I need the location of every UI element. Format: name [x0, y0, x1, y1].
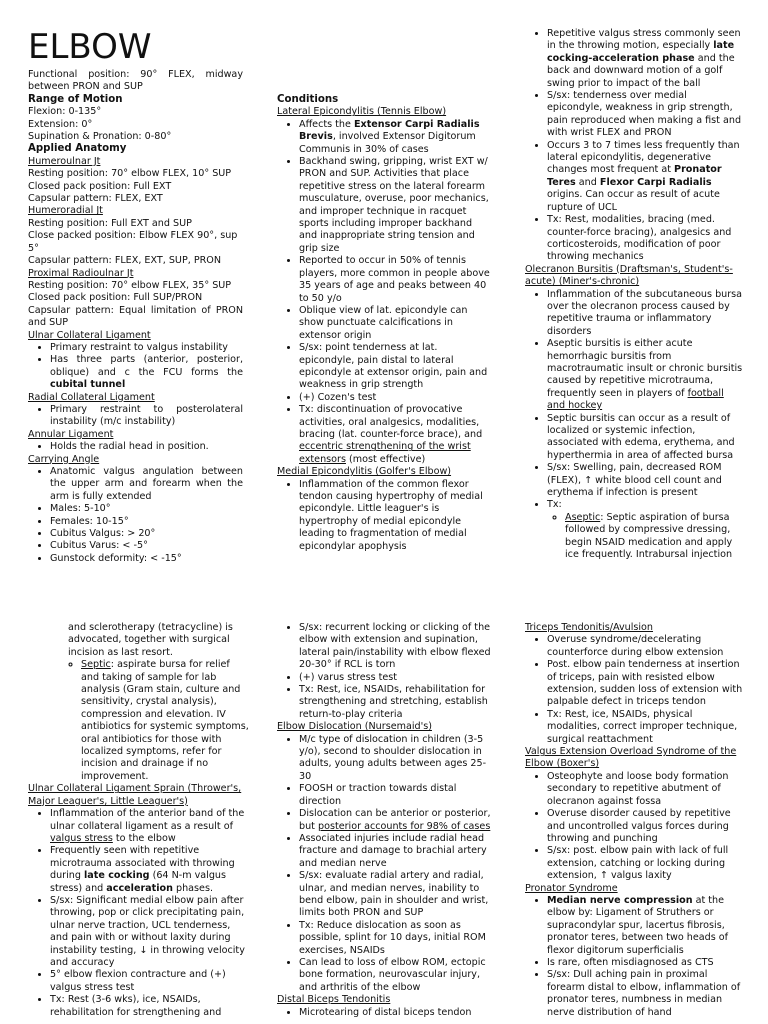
fcr-term: Flexor Carpi Radialis: [599, 176, 712, 188]
list-item-text: Inflammation of the anterior band of the ulnar collateral ligament as a result of: [50, 808, 245, 832]
ucl-sprain-list: [28, 808, 250, 1019]
col-top-left: [28, 28, 243, 565]
valgus-overload-list: [525, 771, 745, 883]
list-item: • Overuse syndrome/decelerating counterforce during elbow extension: [547, 634, 745, 659]
list-item: [299, 119, 491, 156]
cubital-tunnel-term: cubital tunnel: [50, 379, 126, 391]
list-item: • S/sx: post. elbow pain with lack of full extension, catching or locking during extension, ↑ valgus laxity: [547, 845, 745, 882]
elbow-dislocation-list: [277, 734, 495, 995]
list-item: • S/sx: recurrent locking or clicking of the elbow with extension and supination, lateral pain/instability with elbow flexed 20-30° if RCL is torn: [299, 622, 495, 672]
list-item: • Backhand swing, gripping, wrist EXT w/ PRON and SUP. Activities that place repetitive stress on the lateral forearm musculature, overuse, poor mechanics, and improper technique in racquet sports including improper backhand and inappropriate string tension and grip size: [299, 156, 491, 255]
anatomy-line: Resting position: Full EXT and SUP: [28, 217, 192, 229]
list-item: • Inflammation of the subcutaneous bursa over the olecranon process caused by repetitive trauma or inflammatory disorders: [547, 289, 743, 339]
list-item-text: (64 N-m valgus stress) and: [50, 870, 227, 894]
list-item-text: (most effective): [345, 453, 426, 465]
distal-biceps-title: Distal Biceps Tendonitis: [277, 994, 391, 1006]
median-nerve-term: Median nerve compression: [547, 894, 693, 906]
medial-epicondylitis-title: Medial Epicondylitis (Golfer's Elbow): [277, 466, 452, 478]
page-title: ELBOW: [28, 27, 152, 67]
list-item: • Tx: Reduce dislocation as soon as possible, splint for 10 days, initial ROM exercises, NSAIDs: [299, 920, 495, 957]
list-item-text: to the elbow: [112, 832, 176, 844]
list-item: • (+) Cozen's test: [299, 392, 491, 404]
rcl-list: [28, 404, 243, 429]
lateral-epicondylitis-list: [277, 119, 491, 466]
list-item: • Tx: Rest, modalities, bracing (med. counter-force bracing), analgesics and corticosteroids, modification of poor throwing mechanics: [547, 214, 743, 264]
list-item: • 5° elbow flexion contracture and (+) valgus stress test: [50, 969, 250, 994]
anatomy-heading: Applied Anatomy: [28, 143, 127, 155]
col-bottom-middle: [277, 622, 495, 1019]
anatomy-line: Closed pack position: Full SUP/PRON: [28, 292, 203, 304]
list-item: • S/sx: tenderness over medial epicondyle, weakness in grip strength, pain reproduced when making a fist and with wrist FLEX and PRON: [547, 90, 743, 140]
list-item: • Gunstock deformity: < -15°: [50, 553, 243, 565]
list-item-text: origins. Can occur as result of acute rupture of UCL: [547, 189, 720, 213]
list-item: • Cubitus Valgus: > 20°: [50, 528, 243, 540]
col-bottom-right: [525, 622, 745, 1019]
aseptic-continuation: and sclerotherapy (tetracycline) is advocated, together with surgical incision as last resort.: [68, 622, 233, 658]
list-item: • S/sx: Significant medial elbow pain after throwing, pop or click precipitating pain, ulnar nerve traction, UCL tenderness, and pain with or without laxity during instability testing, ↓ in throwing velocity and accuracy: [50, 895, 250, 969]
septic-sublist: [28, 659, 250, 783]
rom-line: Flexion: 0-135°: [28, 106, 102, 118]
triceps-title: Triceps Tendonitis/Avulsion: [525, 622, 653, 633]
list-item: [50, 845, 250, 895]
list-item: • Can lead to loss of elbow ROM, ectopic bone formation, neurovascular injury, and arthritis of the elbow: [299, 957, 495, 994]
pronator-syndrome-list: [525, 895, 745, 1019]
list-item: • M/c type of dislocation in children (3-5 y/o), second to shoulder dislocation in adults, young adults between ages 25-30: [299, 734, 495, 784]
list-item: • Post. elbow pain tenderness at insertion of triceps, pain with resisted elbow extension, sudden loss of extension with palpable defect in triceps tendon: [547, 659, 745, 709]
list-item: • Tx: Rest, ice, NSAIDs, physical modalities, correct improper technique, surgical reattachment: [547, 709, 745, 746]
humeroradial-title: Humeroradial Jt: [28, 205, 103, 217]
col-top-right: [525, 28, 743, 561]
list-item: • Holds the radial head in position.: [50, 441, 243, 453]
olecranon-bursitis-title: Olecranon Bursitis (Draftsman's, Student's-acute) (Miner's-chronic): [525, 263, 733, 288]
list-item: • S/sx: Dull aching pain in proximal forearm distal to elbow, inflammation of pronator teres, numbness in median nerve distribution of hand: [547, 969, 745, 1019]
list-item: [547, 140, 743, 214]
list-item-text: Dislocation can be anterior or posterior, but: [299, 808, 491, 832]
list-item: • Is rare, often misdiagnosed as CTS: [547, 957, 745, 969]
list-item: • Microtearing of distal biceps tendon: [299, 1007, 495, 1019]
ecrb-term: Extensor Carpi Radialis Brevis: [299, 118, 480, 143]
rom-line: Extension: 0°: [28, 118, 93, 130]
annular-list: [28, 441, 243, 453]
list-item: [547, 499, 743, 561]
medial-epicondylitis-list-cont: [525, 28, 743, 264]
list-item-text: : aspirate bursa for relief and taking of sample for lab analysis (Gram stain, culture and sensitivity, crystal analysis), compression and elevation. IV antibiotics for systemic symptoms, oral antibiotics for those with localized symptoms, refer for incision and drainage if no improvement.: [81, 659, 249, 782]
list-item: • Primary restraint to valgus instability: [50, 342, 243, 354]
late-cocking-term: late cocking-acceleration phase: [547, 40, 735, 64]
list-item: [299, 404, 491, 466]
elbow-dislocation-title: Elbow Dislocation (Nursemaid's): [277, 721, 432, 733]
triceps-list: [525, 634, 745, 746]
late-cocking-term: late cocking: [84, 870, 150, 882]
carrying-angle-title: Carrying Angle: [28, 453, 100, 465]
pronator-syndrome-title: Pronator Syndrome: [525, 882, 618, 894]
list-item-text: at the elbow by: Ligament of Struthers or supracondylar spur, lacertus fibrosis, pronator teres, between two heads of flexor digitorum superficialis: [547, 894, 728, 956]
list-item: • Osteophyte and loose body formation secondary to repetitive abutment of olecranon against fossa: [547, 771, 745, 808]
rcl-title: Radial Collateral Ligament: [28, 391, 155, 403]
list-item: [50, 808, 250, 845]
list-item: • (+) varus stress test: [299, 672, 495, 684]
list-item: • Tx: Rest, ice, NSAIDs, rehabilitation for strengthening and stretching, establish return-to-play criteria: [299, 684, 495, 721]
list-item: [547, 338, 743, 412]
list-item: • Cubitus Varus: < -5°: [50, 540, 243, 552]
list-item: • Overuse disorder caused by repetitive and uncontrolled valgus forces during throwing and punching: [547, 808, 745, 845]
anatomy-line: Capsular pattern: FLEX, EXT, SUP, PRON: [28, 255, 222, 267]
list-item: • Oblique view of lat. epicondyle can show punctuate calcifications in extensor origin: [299, 305, 491, 342]
list-item: • FOOSH or traction towards distal direction: [299, 783, 495, 808]
list-item: • Reported to occur in 50% of tennis players, more common in people above 35 years of age and peaks between 40 to 50 y/o: [299, 255, 491, 305]
anatomy-line: Resting position: 70° elbow FLEX, 10° SUP: [28, 168, 232, 180]
football-hockey-term: football and hockey: [547, 387, 724, 412]
list-item-text: Repetitive valgus stress commonly seen in the throwing motion, especially: [547, 28, 741, 52]
humeroulnar-title: Humeroulnar Jt: [28, 155, 101, 167]
carrying-angle-list: [28, 466, 243, 565]
list-item: • Tx: Rest (3-6 wks), ice, NSAIDs, rehabilitation for strengthening and: [50, 994, 250, 1019]
lateral-epicondylitis-title: Lateral Epicondylitis (Tennis Elbow): [277, 106, 447, 118]
list-item: [547, 28, 743, 90]
ucl-title: Ulnar Collateral Ligament: [28, 329, 151, 341]
list-item-text: Affects the: [299, 118, 354, 130]
list-item-text: Aseptic bursitis is either acute hemorrhagic bursitis from macrotraumatic insult or chronic bursitis caused by repetitive microtrauma, frequently seen in players of: [547, 338, 743, 399]
list-item-text: Tx: discontinuation of provocative activities, oral analgesics, modalities, bracing (lat. counter-force brace), and: [299, 404, 483, 440]
anatomy-line: Capsular pattern: Equal limitation of PRON and SUP: [28, 304, 243, 329]
medial-epicondylitis-list: [277, 479, 491, 553]
list-item: [50, 354, 243, 391]
radioulnar-title: Proximal Radioulnar Jt: [28, 267, 134, 279]
list-item-text: Tx:: [547, 499, 562, 511]
list-item-text: : Septic aspiration of bursa followed by compressive dressing, begin NSAID medication and apply ice frequently. Intrabursal injection: [565, 511, 733, 561]
valgus-overload-title: Valgus Extension Overload Syndrome of the Elbow (Boxer's): [525, 746, 737, 770]
conditions-heading: Conditions: [277, 94, 339, 105]
sub-list-item: [81, 659, 250, 783]
list-item: • S/sx: evaluate radial artery and radial, ulnar, and median nerves, inability to bend elbow, pain in shoulder and wrist, limits both PRON and SUP: [299, 870, 495, 920]
list-item: • Septic bursitis can occur as a result of localized or systemic infection, associated with edema, erythema, and hyperthermia in area of affected bursa: [547, 413, 743, 463]
distal-biceps-list: [277, 1007, 495, 1019]
list-item-text: phases.: [172, 882, 214, 894]
list-item-text: Occurs 3 to 7 times less frequently than lateral epicondylitis, degenerative changes most frequent at: [547, 139, 740, 176]
list-item: • Anatomic valgus angulation between the upper arm and forearm when the arm is fully extended: [50, 466, 243, 503]
valgus-stress-term: valgus stress: [50, 832, 113, 844]
annular-title: Annular Ligament: [28, 428, 114, 440]
anatomy-line: Closed pack position: Full EXT: [28, 180, 172, 192]
list-item: • Males: 5-10°: [50, 503, 243, 515]
functional-position: Functional position: 90° FLEX, midway between PRON and SUP: [28, 69, 243, 93]
col-top-middle: [277, 94, 491, 553]
list-item: • S/sx: point tenderness at lat. epicondyle, pain distal to lateral epicondyle at extensor origin, pain and weakness in grip strength: [299, 342, 491, 392]
list-item: • Inflammation of the common flexor tendon causing hypertrophy of medial epicondyle. Little leaguer's is hypertrophy of medial epicondyle leading to fragmentation of medial epicondylar apophysis: [299, 479, 491, 553]
aseptic-label: Aseptic: [565, 511, 601, 523]
eccentric-strengthening-term: eccentric strengthening of the wrist extensors: [299, 441, 471, 465]
anatomy-line: Capsular pattern: FLEX, EXT: [28, 193, 163, 205]
list-item: • S/sx: Swelling, pain, decreased ROM (FLEX), ↑ white blood cell count and erythema if infection is present: [547, 462, 743, 499]
olecranon-tx-sublist: [547, 512, 743, 562]
septic-label: Septic: [81, 659, 111, 671]
sub-list-item: [565, 512, 743, 562]
list-item: • Primary restraint to posterolateral instability (m/c instability): [50, 404, 243, 429]
rom-line: Supination & Pronation: 0-80°: [28, 131, 172, 143]
list-item-text: , involved Extensor Digitorum Communis in 30% of cases: [299, 131, 476, 155]
list-item-text: Has three parts (anterior, posterior, oblique) and c the FCU forms the: [50, 354, 243, 378]
ucl-list: [28, 342, 243, 392]
ucl-sprain-list-cont: [277, 622, 495, 721]
list-item: [299, 808, 495, 833]
list-item: [547, 895, 745, 957]
olecranon-bursitis-list: [525, 289, 743, 562]
list-item-text: and the back and downward motion of a golf swing prior to impact of the ball: [547, 52, 735, 89]
list-item: • Females: 10-15°: [50, 516, 243, 528]
col-bottom-left: [28, 622, 250, 1019]
list-item: • Associated injuries include radial head fracture and damage to brachial artery and median nerve: [299, 833, 495, 870]
acceleration-term: acceleration: [106, 882, 173, 894]
list-item-text: Frequently seen with repetitive microtrauma associated with throwing during: [50, 845, 235, 882]
posterior-98-term: posterior accounts for 98% of cases: [317, 820, 491, 832]
rom-heading: Range of Motion: [28, 93, 123, 105]
list-item-text: and: [575, 176, 600, 188]
pronator-teres-term: Pronator Teres: [547, 164, 722, 188]
anatomy-line: Resting position: 70° elbow FLEX, 35° SUP: [28, 279, 232, 291]
ucl-sprain-title: Ulnar Collateral Ligament Sprain (Thrower's, Major Leaguer's, Little Leaguer's): [28, 783, 242, 807]
anatomy-line: Close packed position: Elbow FLEX 90°, sup 5°: [28, 230, 238, 254]
